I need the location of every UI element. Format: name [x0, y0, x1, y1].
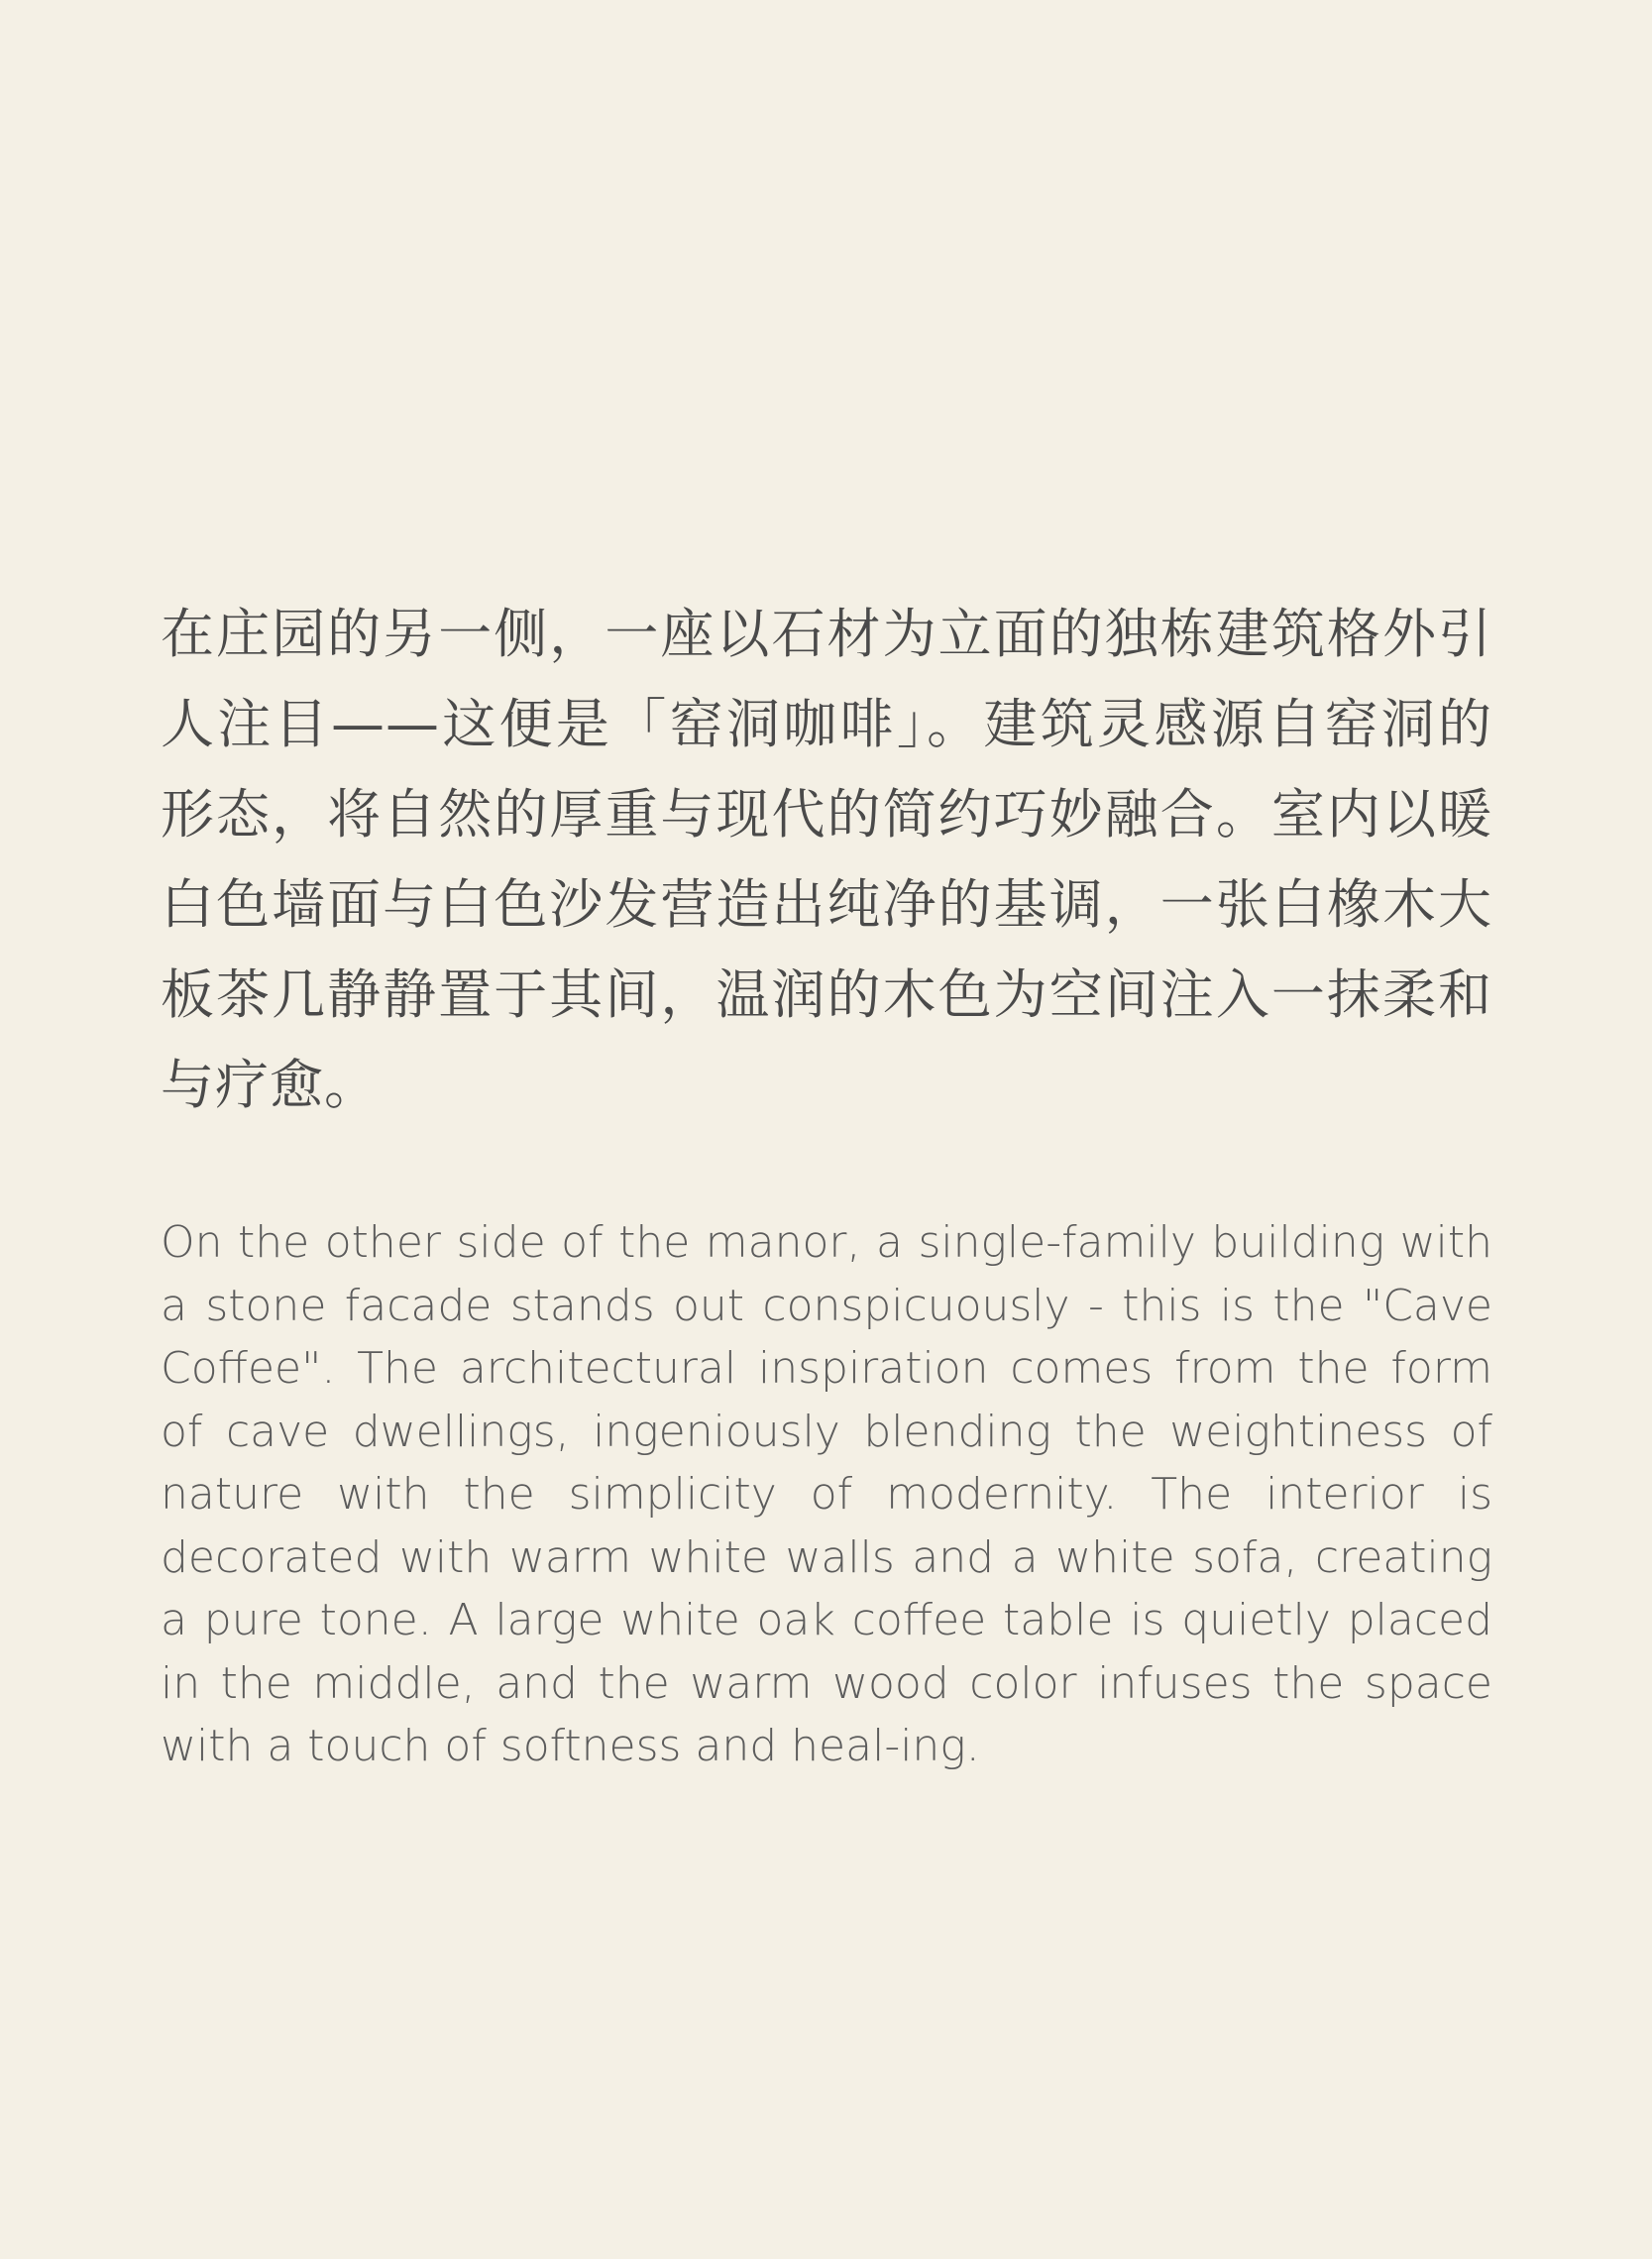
article-page [161, 0, 1492, 2259]
chinese-paragraph: 在庄园的另一侧，一座以石材为立面的独栋建筑格外引人注目——这便是「窑洞咖啡」。建筑灵感源自窑洞的形态，将自然的厚重与现代的简约巧妙融合。室内以暖白色墙面与白色沙发营造出纯净的基调，一张白橡木大板茶几静静置于其间，温润的木色为空间注入一抹柔和与疗愈。 [161, 603, 1492, 1116]
english-paragraph: On the other side of the manor, a single-family building with a stone facade stands out conspicuously - this is the "Cave Coffee". The architectural inspiration comes from the form of cave dwellings, ingeniously blending the weightiness of nature with the simplicity of modernity. The interior is decorated with warm white walls and a white sofa, creating a pure tone. A large white oak coffee table is quietly placed in the middle, and the warm wood color infuses the space with a touch of softness and heal-ing. [161, 1217, 1492, 1771]
